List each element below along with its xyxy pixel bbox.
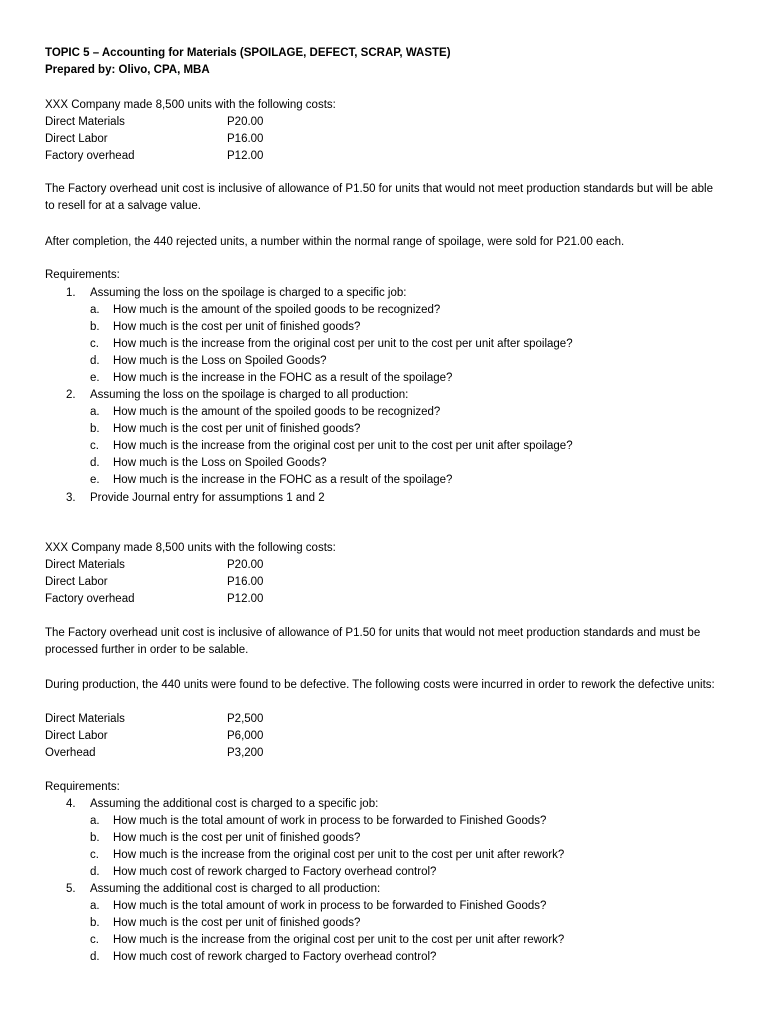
problem1-paragraph-1: The Factory overhead unit cost is inclusive of allowance of P1.50 for units that would not meet production standards but will be able to resell for at a salvage value. (45, 183, 714, 212)
sub-letter: a. (90, 304, 100, 316)
requirement-number: 1. (66, 287, 76, 299)
requirement-text: Assuming the loss on the spoilage is charged to a specific job: (90, 287, 407, 299)
problem1-paragraph-2: After completion, the 440 rejected units, a number within the normal range of spoilage, were sold for P21.00 each. (45, 236, 625, 248)
requirement-number: 4. (66, 798, 76, 810)
problem2-paragraph-1: The Factory overhead unit cost is inclusive of allowance of P1.50 for units that would not meet production standards and must be processed further in order to be salable. (45, 627, 701, 656)
requirement-number: 2. (66, 389, 76, 401)
prepared-by: Prepared by: Olivo, CPA, MBA (45, 64, 210, 76)
rework-cost-value: P2,500 (227, 713, 264, 725)
sub-letter: c. (90, 849, 99, 861)
sub-question: How much cost of rework charged to Factory overhead control? (113, 866, 437, 878)
cost-label: Factory overhead (45, 593, 135, 605)
sub-letter: d. (90, 355, 100, 367)
sub-question: How much is the amount of the spoiled goods to be recognized? (113, 406, 441, 418)
sub-question: How much cost of rework charged to Factory overhead control? (113, 951, 437, 963)
requirement-text: Assuming the additional cost is charged to all production: (90, 883, 381, 895)
cost-label: Direct Labor (45, 133, 108, 145)
cost-value: P12.00 (227, 593, 264, 605)
requirement-text: Provide Journal entry for assumptions 1 and 2 (90, 492, 325, 504)
sub-question: How much is the increase from the original cost per unit to the cost per unit after spoilage? (113, 338, 573, 350)
sub-letter: d. (90, 866, 100, 878)
sub-question: How much is the increase from the original cost per unit to the cost per unit after rework? (113, 849, 565, 861)
sub-question: How much is the total amount of work in process to be forwarded to Finished Goods? (113, 815, 547, 827)
sub-question: How much is the Loss on Spoiled Goods? (113, 355, 327, 367)
sub-letter: c. (90, 440, 99, 452)
sub-question: How much is the cost per unit of finished goods? (113, 321, 361, 333)
sub-letter: c. (90, 338, 99, 350)
sub-question: How much is the cost per unit of finished goods? (113, 917, 361, 929)
cost-value: P16.00 (227, 576, 264, 588)
requirement-number: 3. (66, 492, 76, 504)
requirements-label: Requirements: (45, 781, 120, 793)
cost-label: Direct Materials (45, 116, 125, 128)
sub-question: How much is the cost per unit of finished goods? (113, 423, 361, 435)
problem2-intro: XXX Company made 8,500 units with the following costs: (45, 542, 336, 554)
sub-question: How much is the cost per unit of finished goods? (113, 832, 361, 844)
rework-cost-label: Direct Materials (45, 713, 125, 725)
cost-value: P20.00 (227, 116, 264, 128)
sub-question: How much is the total amount of work in process to be forwarded to Finished Goods? (113, 900, 547, 912)
sub-letter: a. (90, 900, 100, 912)
sub-letter: b. (90, 832, 100, 844)
sub-question: How much is the Loss on Spoiled Goods? (113, 457, 327, 469)
cost-label: Direct Materials (45, 559, 125, 571)
sub-letter: b. (90, 423, 100, 435)
sub-letter: e. (90, 474, 100, 486)
sub-question: How much is the increase in the FOHC as a result of the spoilage? (113, 474, 453, 486)
problem1-intro: XXX Company made 8,500 units with the following costs: (45, 99, 336, 111)
rework-cost-value: P3,200 (227, 747, 264, 759)
sub-question: How much is the increase in the FOHC as a result of the spoilage? (113, 372, 453, 384)
requirement-text: Assuming the additional cost is charged to a specific job: (90, 798, 379, 810)
sub-letter: a. (90, 815, 100, 827)
sub-letter: c. (90, 934, 99, 946)
requirement-number: 5. (66, 883, 76, 895)
requirement-text: Assuming the loss on the spoilage is charged to all production: (90, 389, 409, 401)
sub-question: How much is the increase from the original cost per unit to the cost per unit after spoilage? (113, 440, 573, 452)
problem2-paragraph-2: During production, the 440 units were found to be defective. The following costs were incurred in order to rework the defective units: (45, 679, 715, 691)
cost-value: P12.00 (227, 150, 264, 162)
sub-question: How much is the amount of the spoiled goods to be recognized? (113, 304, 441, 316)
sub-question: How much is the increase from the original cost per unit to the cost per unit after rework? (113, 934, 565, 946)
sub-letter: d. (90, 457, 100, 469)
sub-letter: e. (90, 372, 100, 384)
sub-letter: a. (90, 406, 100, 418)
requirements-label: Requirements: (45, 269, 120, 281)
cost-label: Direct Labor (45, 576, 108, 588)
sub-letter: b. (90, 321, 100, 333)
sub-letter: d. (90, 951, 100, 963)
cost-value: P20.00 (227, 559, 264, 571)
document-title: TOPIC 5 – Accounting for Materials (SPOILAGE, DEFECT, SCRAP, WASTE) (45, 47, 451, 59)
sub-letter: b. (90, 917, 100, 929)
cost-label: Factory overhead (45, 150, 135, 162)
cost-value: P16.00 (227, 133, 264, 145)
rework-cost-label: Overhead (45, 747, 96, 759)
rework-cost-label: Direct Labor (45, 730, 108, 742)
rework-cost-value: P6,000 (227, 730, 264, 742)
